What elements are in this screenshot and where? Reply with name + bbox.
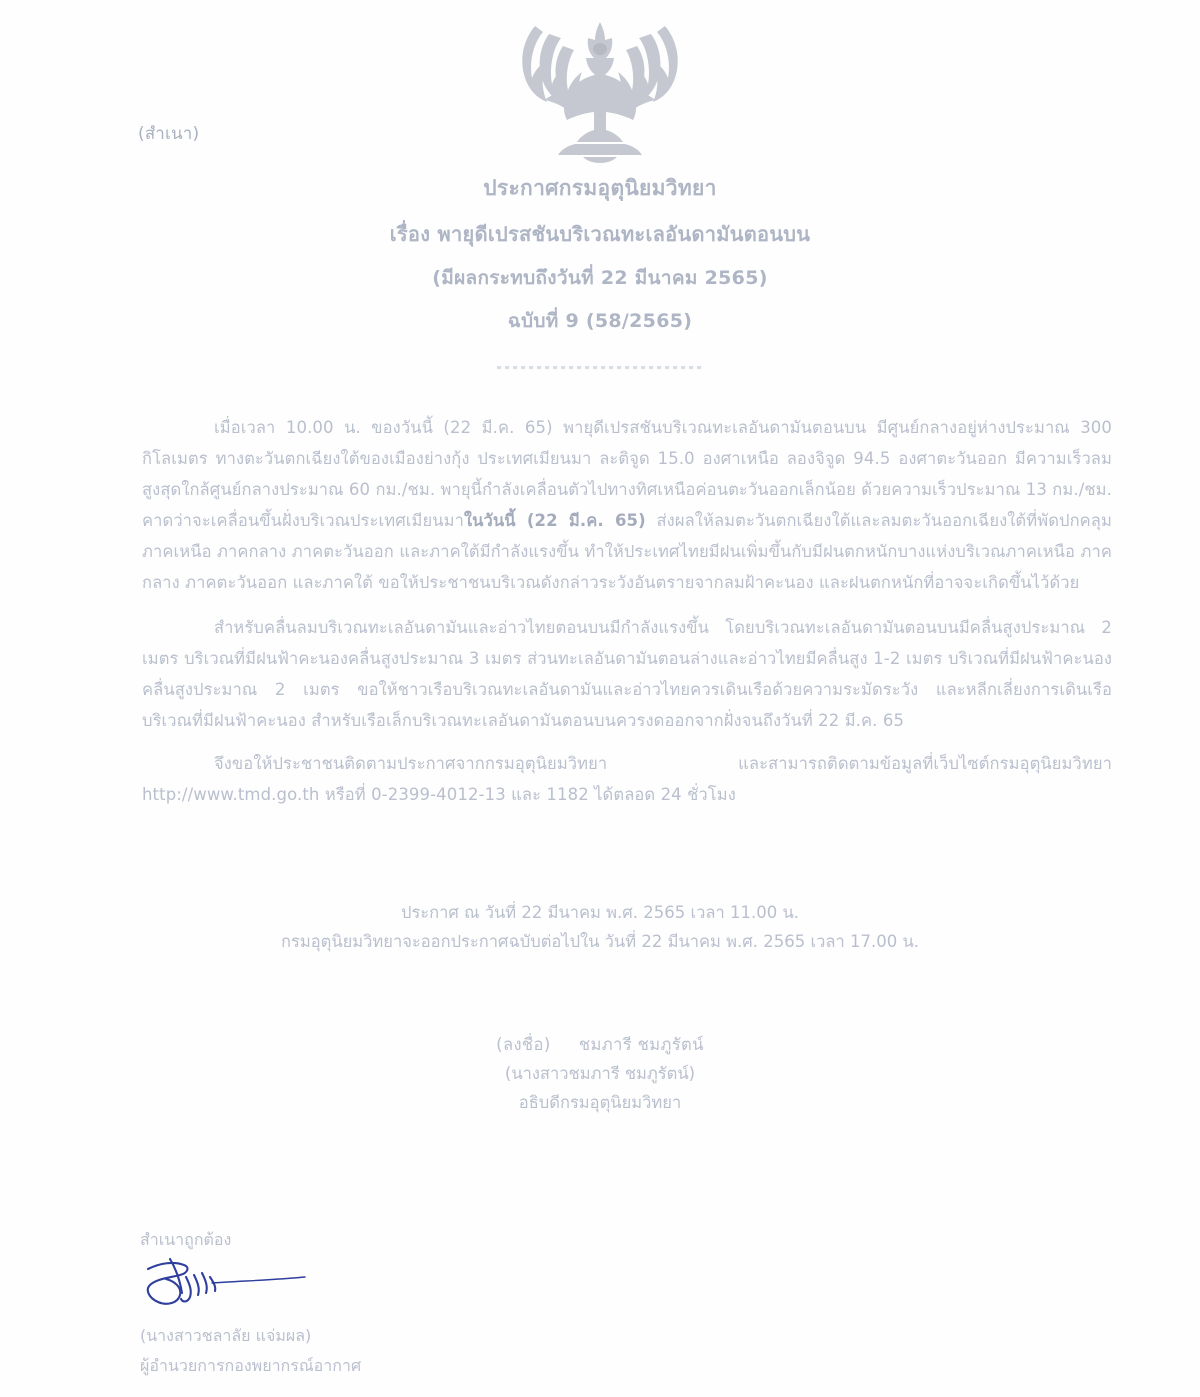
paragraph-three: จึงขอให้ประชาชนติดตามประกาศจากกรมอุตุนิยมวิทยา และสามารถติดตามข้อมูลที่เว็บไซต์กรมอุตุนิยมวิทยา http://www.tmd.go.th หรือที่ 0-2399-4012-13 และ 1182 ได้ตลอด 24 ชั่วโมง	[142, 754, 1112, 804]
certification-block	[140, 1225, 560, 1381]
paragraph-one-part-b: ส่งผลให้ลมตะวันตกเฉียงใต้และลมตะวันออกเฉียงใต้ที่พัดปกคลุมภาคเหนือ ภาคกลาง ภาคตะวันออก และภาคใต้มีกำลังแรงขึ้น ทำให้ประเทศไทยมีฝนเพิ่มขึ้นกับมีฝนตกหนักบางแห่งบริเวณภาคเหนือ ภาคกลาง ภาคตะวันออก และภาคใต้ ขอให้ประชาชนบริเวณดังกล่าวระวังอันตรายจากลมฝ้าคะนอง และฝนตกหนักที่อาจจะเกิดขึ้นไว้ด้วย	[142, 511, 1112, 592]
garuda-emblem	[505, 12, 695, 164]
next-issue-notice: กรมอุตุนิยมวิทยาจะออกประกาศฉบับต่อไปใน วันที่ 22 มีนาคม พ.ศ. 2565 เวลา 17.00 น.	[280, 932, 920, 951]
document-header	[0, 172, 1200, 336]
signer-full-name: (นางสาวชมภารี ชมภูรัตน์)	[504, 1064, 696, 1083]
signature-line	[0, 1030, 1200, 1059]
signed-name: ชมภารี ชมภูรัตน์	[578, 1035, 704, 1054]
signed-label: (ลงชื่อ)	[496, 1035, 551, 1054]
certify-label: สำเนาถูกต้อง	[140, 1230, 232, 1249]
handwritten-signature-icon	[140, 1257, 340, 1319]
document-body	[142, 412, 1112, 822]
closing-block	[0, 898, 1200, 956]
certify-name: (นางสาวชลาลัย แจ่มผล)	[140, 1326, 312, 1345]
header-divider	[497, 366, 703, 369]
issue-number: ฉบับที่ 9 (58/2565)	[507, 310, 693, 332]
paragraph-one	[142, 412, 1112, 598]
paragraph-one-emphasis: ในวันนี้ (22 มี.ค. 65)	[463, 511, 646, 530]
announcement-subject: เรื่อง พายุดีเปรสชันบริเวณทะเลอันดามันตอนบน	[389, 222, 811, 246]
certify-position: ผู้อำนวยการกองพยากรณ์อากาศ	[140, 1356, 362, 1375]
paragraph-two: สำหรับคลื่นลมบริเวณทะเลอันดามันและอ่าวไทยตอนบนมีกำลังแรงขึ้น โดยบริเวณทะเลอันดามันตอนบนมีคลื่นสูงประมาณ 2 เมตร บริเวณที่มีฝนฟ้าคะนองคลื่นสูงประมาณ 3 เมตร ส่วนทะเลอันดามันตอนล่างและอ่าวไทยมีคลื่นสูง 1-2 เมตร บริเวณที่มีฝนฟ้าคะนองคลื่นสูงประมาณ 2 เมตร ขอให้ชาวเรือบริเวณทะเลอันดามันและอ่าวไทยควรเดินเรือด้วยความระมัดระวัง และหลีกเลี่ยงการเดินเรือบริเวณที่มีฝนฟ้าคะนอง สำหรับเรือเล็กบริเวณทะเลอันดามันตอนบนควรงดออกจากฝั่งจนถึงวันที่ 22 มี.ค. 65	[142, 618, 1112, 730]
effective-date: (มีผลกระทบถึงวันที่ 22 มีนาคม 2565)	[432, 267, 768, 289]
page-title: ประกาศกรมอุตุนิยมวิทยา	[483, 176, 717, 200]
issued-datetime: ประกาศ ณ วันที่ 22 มีนาคม พ.ศ. 2565 เวลา 11.00 น.	[400, 903, 800, 922]
copy-mark: (สำเนา)	[138, 124, 200, 144]
signature-block	[0, 1030, 1200, 1117]
signer-position: อธิบดีกรมอุตุนิยมวิทยา	[518, 1093, 682, 1112]
paragraph-one-part-a: เมื่อเวลา 10.00 น. ของวันนี้ (22 มี.ค. 65) พายุดีเปรสชันบริเวณทะเลอันดามันตอนบน มีศูนย์กลางอยู่ห่างประมาณ 300 กิโลเมตร ทางตะวันตกเฉียงใต้ของเมืองย่างกุ้ง ประเทศเมียนมา ละติจูด 15.0 องศาเหนือ ลองจิจูด 94.5 องศาตะวันออก มีความเร็วลมสูงสุดใกล้ศูนย์กลางประมาณ 60 กม./ชม. พายุนี้กำลังเคลื่อนตัวไปทางทิศเหนือค่อนตะวันออกเล็กน้อย ด้วยความเร็วประมาณ 13 กม./ชม. คาดว่าจะเคลื่อนขึ้นฝั่งบริเวณประเทศเมียนมา	[142, 418, 1112, 530]
